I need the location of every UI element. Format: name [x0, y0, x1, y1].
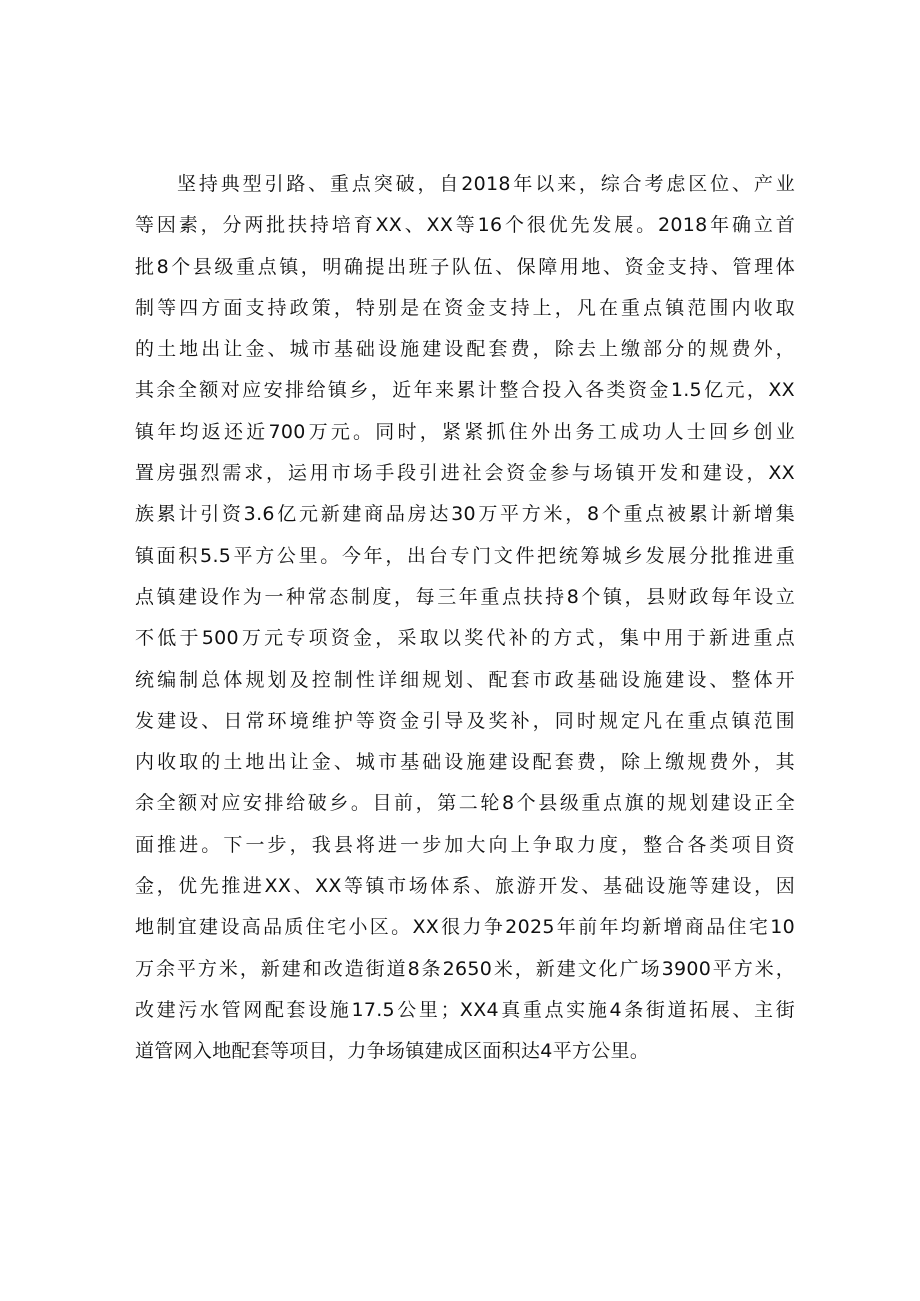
paragraph-line-12: 不低于500万元专项资金，采取以奖代补的方式，集中用于新进重点: [135, 627, 795, 650]
paragraph-line-9: 族累计引资3.6亿元新建商品房达30万平方米，8个重点被累计新增集: [135, 503, 795, 526]
paragraph-line-13: 统编制总体规划及控制性详细规划、配套市政基础设施建设、整体开: [135, 668, 795, 691]
paragraph-line-6: 其余全额对应安排给镇乡，近年来累计整合投入各类资金1.5亿元，XX: [135, 379, 795, 402]
paragraph-line-7: 镇年均返还近700万元。同时，紧紧抓住外出务工成功人士回乡创业: [135, 420, 795, 443]
paragraph-line-19: 地制宜建设高品质住宅小区。XX很力争2025年前年均新增商品住宅10: [135, 916, 795, 939]
body-paragraph: [135, 164, 795, 1073]
paragraph-line-4: 制等四方面支持政策，特别是在资金支持上，凡在重点镇范围内收取: [135, 296, 795, 319]
paragraph-line-17: 面推进。下一步，我县将进一步加大向上争取力度，整合各类项目资: [135, 833, 795, 856]
paragraph-line-18: 金，优先推进XX、XX等镇市场体系、旅游开发、基础设施等建设，因: [135, 875, 795, 898]
paragraph-line-14: 发建设、日常环境维护等资金引导及奖补，同时规定凡在重点镇范围: [135, 709, 795, 732]
paragraph-line-20: 万余平方米，新建和改造街道8条2650米，新建文化广场3900平方米，: [135, 957, 795, 980]
paragraph-line-15: 内收取的土地出让金、城市基础设施建设配套费，除上缴规费外，其: [135, 751, 795, 774]
paragraph-line-1: 坚持典型引路、重点突破，自2018年以来，综合考虑区位、产业: [177, 173, 795, 195]
paragraph-line-8: 置房强烈需求，运用市场手段引进社会资金参与场镇开发和建设，XX: [135, 462, 795, 485]
paragraph-line-16: 余全额对应安排给破乡。目前，第二轮8个县级重点旗的规划建设正全: [135, 792, 795, 815]
paragraph-line-22: 道管网入地配套等项目，力争场镇建成区面积达4平方公里。: [135, 1040, 650, 1063]
paragraph-line-2: 等因素，分两批扶持培育XX、XX等16个很优先发展。2018年确立首: [135, 214, 795, 237]
paragraph-line-3: 批8个县级重点镇，明确提出班子队伍、保障用地、资金支持、管理体: [135, 255, 795, 278]
paragraph-line-21: 改建污水管网配套设施17.5公里；XX4真重点实施4条街道拓展、主街: [135, 998, 795, 1021]
paragraph-line-10: 镇面积5.5平方公里。今年，出台专门文件把统筹城乡发展分批推进重: [135, 544, 795, 567]
paragraph-line-11: 点镇建设作为一种常态制度，每三年重点扶持8个镇，县财政每年设立: [135, 585, 795, 608]
paragraph-line-5: 的土地出让金、城市基础设施建设配套费，除去上缴部分的规费外，: [135, 338, 795, 361]
